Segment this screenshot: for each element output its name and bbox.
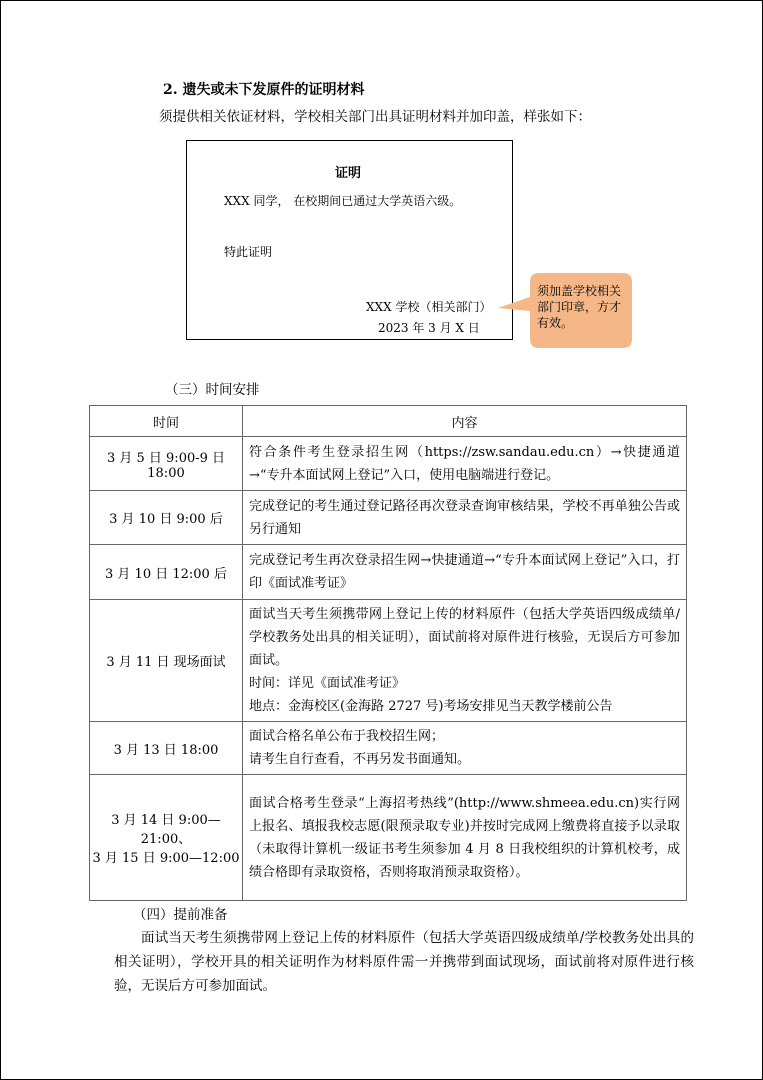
- callout-text: 须加盖学校相关部门印章，方才有效。: [537, 284, 622, 330]
- row-content: 面试合格考生登录“上海招考热线”(http://www.shmeea.edu.cn)实行网上报名、填报我校志愿(限预录取专业)并按时完成网上缴费将直接予以录取（未取得计算机一级证书考生须参加 4 月 8 日我校组织的计算机校考，成绩合格即有录取资格，否则将取消预录取资格）。: [243, 775, 687, 901]
- row-time: 3 月 14 日 9:00—21:00、 3 月 15 日 9:00—12:00: [90, 775, 243, 901]
- sample-certificate: [186, 140, 513, 340]
- section-4-title: （四）提前准备: [133, 907, 228, 923]
- section-4-body: 面试当天考生须携带网上登记上传的材料原件（包括大学英语四级成绩单/学校教务处出具的相关证明），学校开具的相关证明作为材料原件需一并携带到面试现场，面试前将对原件进行核验，无误后方可参加面试。: [114, 930, 694, 994]
- section-3-title: （三）时间安排: [165, 382, 260, 398]
- schedule-table: [89, 405, 687, 901]
- certificate-signature: XXX 学校（相关部门）: [366, 300, 492, 314]
- row-time: 3 月 10 日 12:00 后: [90, 545, 243, 600]
- header-content: 内容: [243, 406, 687, 437]
- table-header-row: [90, 406, 687, 437]
- table-row: [90, 722, 687, 775]
- row-time: 3 月 11 日 现场面试: [90, 600, 243, 722]
- header-time: 时间: [90, 406, 243, 437]
- table-row: [90, 775, 687, 901]
- certificate-title: 证明: [335, 166, 362, 181]
- row-content: 面试合格名单公布于我校招生网； 请考生自行查看，不再另发书面通知。: [243, 722, 687, 775]
- row-time: 3 月 13 日 18:00: [90, 722, 243, 775]
- certificate-body: XXX 同学， 在校期间已通过大学英语六级。: [224, 194, 462, 208]
- table-row: [90, 491, 687, 545]
- table-row: [90, 437, 687, 491]
- section-2-description: 须提供相关依证材料，学校相关部门出具证明材料并加印盖，样张如下：: [159, 109, 591, 125]
- row-content: 完成登记考生再次登录招生网→快捷通道→“专升本面试网上登记”入口，打印《面试准考证》: [243, 545, 687, 600]
- row-content: 面试当天考生须携带网上登记上传的材料原件（包括大学英语四级成绩单/学校教务处出具的相关证明），面试前将对原件进行核验，无误后方可参加面试。 时间：详见《面试准考证》 地点：金海校区(金海路 2727 号)考场安排见当天教学楼前公告: [243, 600, 687, 722]
- table-row: [90, 600, 687, 722]
- table-row: [90, 545, 687, 600]
- section-2-title: 2. 遗失或未下发原件的证明材料: [163, 82, 365, 98]
- row-time: 3 月 5 日 9:00-9 日 18:00: [90, 437, 243, 491]
- row-time: 3 月 10 日 9:00 后: [90, 491, 243, 545]
- row-content: 完成登记的考生通过登记路径再次登录查询审核结果，学校不再单独公告或另行通知: [243, 491, 687, 545]
- row-content: 符合条件考生登录招生网（https://zsw.sandau.edu.cn）→快捷通道→“专升本面试网上登记”入口，使用电脑端进行登记。: [243, 437, 687, 491]
- certificate-date: 2023 年 3 月 X 日: [378, 321, 480, 335]
- certificate-closing: 特此证明: [224, 245, 273, 259]
